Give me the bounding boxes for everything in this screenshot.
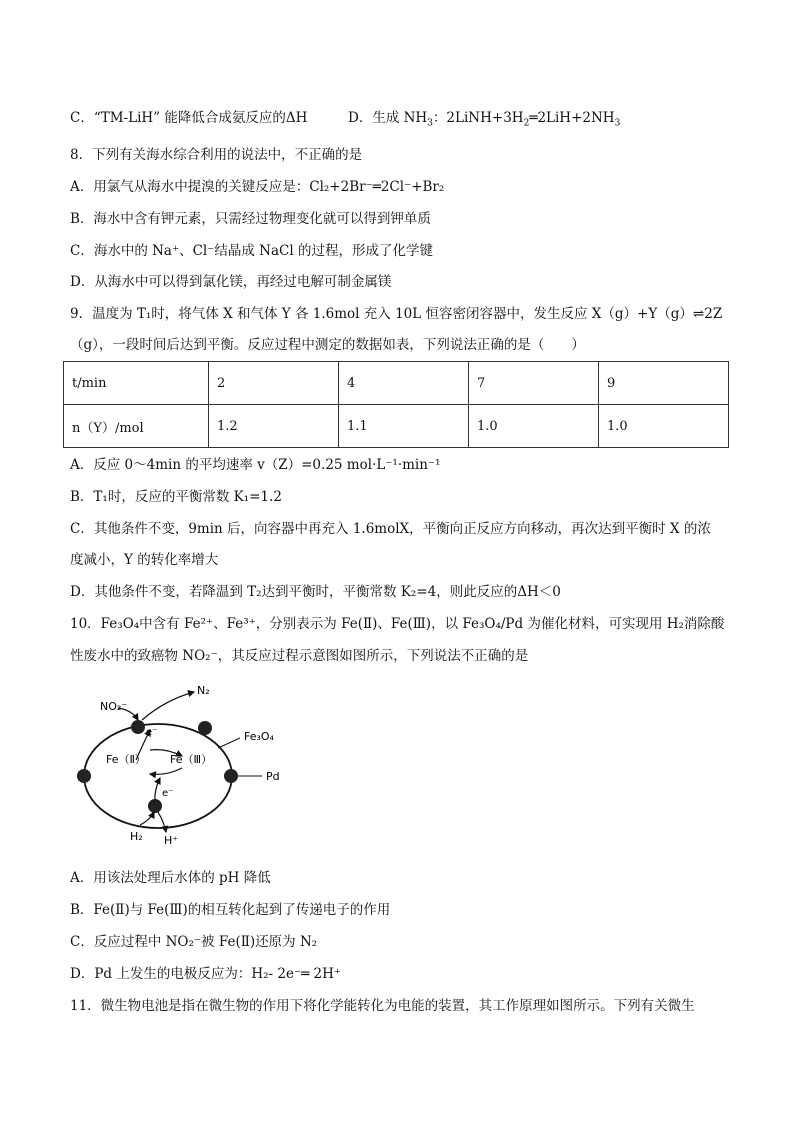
label-fe3: Fe（Ⅲ）	[170, 753, 213, 766]
table-row	[64, 362, 729, 405]
fe3o4-leader	[218, 738, 240, 748]
table-cell: 2	[209, 362, 339, 405]
table-cell: 1.1	[339, 405, 469, 448]
node-top-right	[198, 721, 212, 735]
label-pd: Pd	[266, 770, 280, 783]
q9-stem-line2: （g），一段时间后达到平衡。反应过程中测定的数据如表，下列说法正确的是（ ）	[70, 337, 585, 353]
label-no2: NO₂⁻	[100, 700, 128, 713]
label-electron-bottom: e⁻	[162, 788, 174, 799]
label-hplus: H⁺	[164, 834, 179, 847]
arrow-n2-out	[142, 692, 194, 720]
q10-option-a: A．用该法处理后水体的 pH 降低	[70, 870, 271, 886]
q10-stem-line1: 10．Fe₃O₄中含有 Fe²⁺、Fe³⁺，分别表示为 Fe(Ⅱ)、Fe(Ⅲ)，以 Fe₃O₄/Pd 为催化材料，可实现用 H₂消除酸	[70, 616, 725, 632]
q7-option-c: C．“TM-LiH” 能降低合成氨反应的ΔH	[70, 110, 308, 126]
table-cell: n（Y）/mol	[64, 405, 209, 448]
arrow-electron-bottom	[155, 778, 160, 802]
q8-stem: 8．下列有关海水综合利用的说法中，不正确的是	[70, 147, 363, 163]
q9-stem-line1: 9．温度为 T₁时，将气体 X 和气体 Y 各 1.6mol 充入 10L 恒容密闭容器中，发生反应 X（g）+Y（g）⇌2Z	[70, 306, 723, 322]
label-electron-top: e⁻	[146, 727, 158, 738]
q10-option-b: B．Fe(Ⅱ)与 Fe(Ⅲ)的相互转化起到了传递电子的作用	[70, 902, 391, 918]
q8-option-d: D．从海水中可以得到氯化镁，再经过电解可制金属镁	[70, 274, 392, 290]
node-left	[77, 769, 91, 783]
q10-stem-line2: 性废水中的致癌物 NO₂⁻，其反应过程示意图如图所示，下列说法不正确的是	[70, 648, 529, 664]
label-h2: H₂	[130, 830, 143, 843]
q8-option-b: B．海水中含有钾元素，只需经过物理变化就可以得到钾单质	[70, 211, 431, 227]
q11-stem: 11．微生物电池是指在微生物的作用下将化学能转化为电能的装置，其工作原理如图所示。下列有关微生	[70, 998, 695, 1014]
q7-option-d: D．生成 $NH_3$：$2LiNH+3H_2═2LiH+2NH_3$	[348, 110, 621, 129]
table-cell: t/min	[64, 362, 209, 405]
table-cell: 7	[469, 362, 599, 405]
table-cell: 4	[339, 362, 469, 405]
q10-option-d: D．Pd 上发生的电极反应为：H₂- 2e⁻═ 2H⁺	[70, 966, 341, 982]
label-n2: N₂	[197, 684, 210, 697]
node-top-left	[131, 720, 145, 734]
q8-option-a: A．用氯气从海水中提溴的关键反应是：Cl₂+2Br⁻═2Cl⁻+Br₂	[70, 179, 445, 195]
label-fe3o4: Fe₃O₄	[244, 730, 274, 743]
q10-option-c: C．反应过程中 NO₂⁻被 Fe(Ⅱ)还原为 N₂	[70, 934, 318, 950]
table-cell: 1.0	[469, 405, 599, 448]
q8-option-c: C．海水中的 Na⁺、Cl⁻结晶成 NaCl 的过程，形成了化学键	[70, 243, 433, 259]
q9-option-c-line2: 度减小，Y 的转化率增大	[70, 552, 219, 568]
table-cell: 1.2	[209, 405, 339, 448]
table-cell: 1.0	[599, 405, 729, 448]
arrow-fe3-to-fe2	[150, 768, 182, 774]
arrow-h2-in	[140, 812, 154, 825]
q9-data-table	[63, 361, 729, 448]
arrow-hplus-out	[158, 812, 166, 832]
label-fe2: Fe（Ⅱ）	[106, 753, 146, 766]
table-cell: 9	[599, 362, 729, 405]
table-row	[64, 405, 729, 448]
q9-option-a: A．反应 0～4min 的平均速率 v（Z）=0.25 mol·L⁻¹·min⁻¹	[70, 457, 441, 473]
q9-option-d: D．其他条件不变，若降温到 T₂达到平衡时，平衡常数 K₂=4，则此反应的ΔH＜0	[70, 584, 561, 600]
node-right	[224, 769, 238, 783]
q9-option-c-line1: C．其他条件不变，9min 后，向容器中再充入 1.6molX，平衡向正反应方向移动，再次达到平衡时 X 的浓	[70, 521, 711, 537]
q9-option-b: B．T₁时，反应的平衡常数 K₁=1.2	[70, 489, 282, 505]
q10-reaction-diagram	[70, 680, 320, 850]
